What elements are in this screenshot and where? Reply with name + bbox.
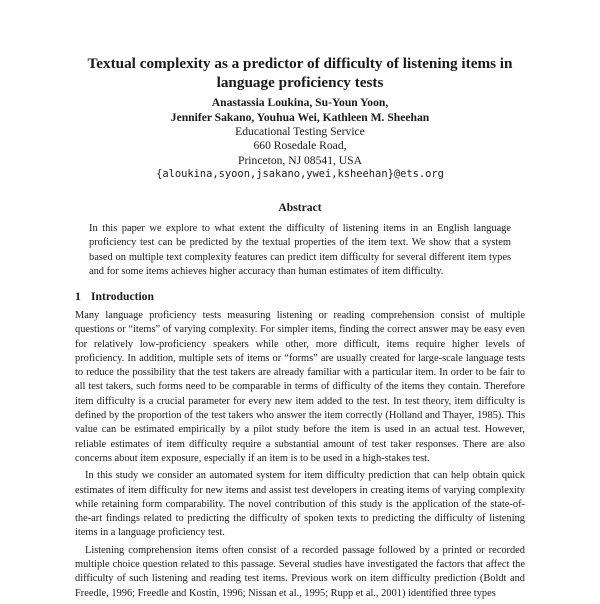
section-heading [75,290,154,303]
paper-title: Textual complexity as a predictor of difficulty of listening items in language proficiency tests [87,55,513,91]
authors-line-2: Jennifer Sakano, Youhua Wei, Kathleen M. Sheehan [170,110,430,124]
address-line-1: 660 Rosedale Road, [253,139,347,153]
section-number: 1 [75,290,81,303]
body-paragraph-2: In this study we consider an automated system for item difficulty prediction that can help obtain quick estimates of item difficulty for new items and assist test developers in creating items of varying complexity while retaining form comparability. The novel contribution of this study is the application of the state-of-the-art findings related to predicting the difficulty of spoken texts to predicting the difficulty of listening items in a language proficiency test. [75,470,525,539]
affiliation: Educational Testing Service [235,125,365,138]
body-paragraph-1: Many language proficiency tests measuring listening or reading comprehension consist of multiple questions or “items” of varying complexity. For simpler items, finding the correct answer may be easy even for relatively low-proficiency speakers while other, more difficult, items require higher levels of proficiency. In addition, multiple sets of items or “forms” are usually created for large-scale language tests to reduce the possibility that the test takers are already familiar with a particular item. In order to be fair to all test takers, such forms need to be comparable in terms of difficulty of the items they contain. Therefore item difficulty is a crucial parameter for every new item added to the test. In test theory, item difficulty is defined by the proportion of the test takers who answer the item correctly (Holland and Thayer, 1985). This value can be estimated empirically by a pilot study before the item is used in an actual test. However, reliable estimates of item difficulty require a substantial amount of test taker responses. There are also concerns about item exposure, especially if an item is to be used in a high-stakes test. [75,310,525,464]
body-paragraph-3: Listening comprehension items often consist of a recorded passage followed by a printed or recorded multiple choice question related to this passage. Several studies have investigated the factors that affect the difficulty of such listening and reading test items. Previous work on item difficulty prediction (Boldt and Freedle, 1996; Freedle and Kostin, 1996; Nissan et al., 1995; Rupp et al., 2001) identified three types [75,544,525,599]
author-list [60,96,540,125]
address-line-2: Princeton, NJ 08541, USA [238,153,362,167]
section-body [75,309,525,604]
abstract-heading: Abstract [278,201,322,214]
affiliation-block [60,125,540,168]
section-title: Introduction [91,290,154,303]
author-emails: {aloukina,syoon,jsakano,ywei,ksheehan}@ets.org [156,168,444,180]
authors-line-1: Anastassia Loukina, Su-Youn Yoon, [211,96,389,109]
abstract-text: In this paper we explore to what extent the difficulty of listening items in an English language proficiency test can be predicted by the textual properties of the item text. We show that a system based on multiple text complexity features can predict item difficulty for several different item types and for some items achieves higher accuracy than human estimates of item difficulty. [89,223,511,277]
